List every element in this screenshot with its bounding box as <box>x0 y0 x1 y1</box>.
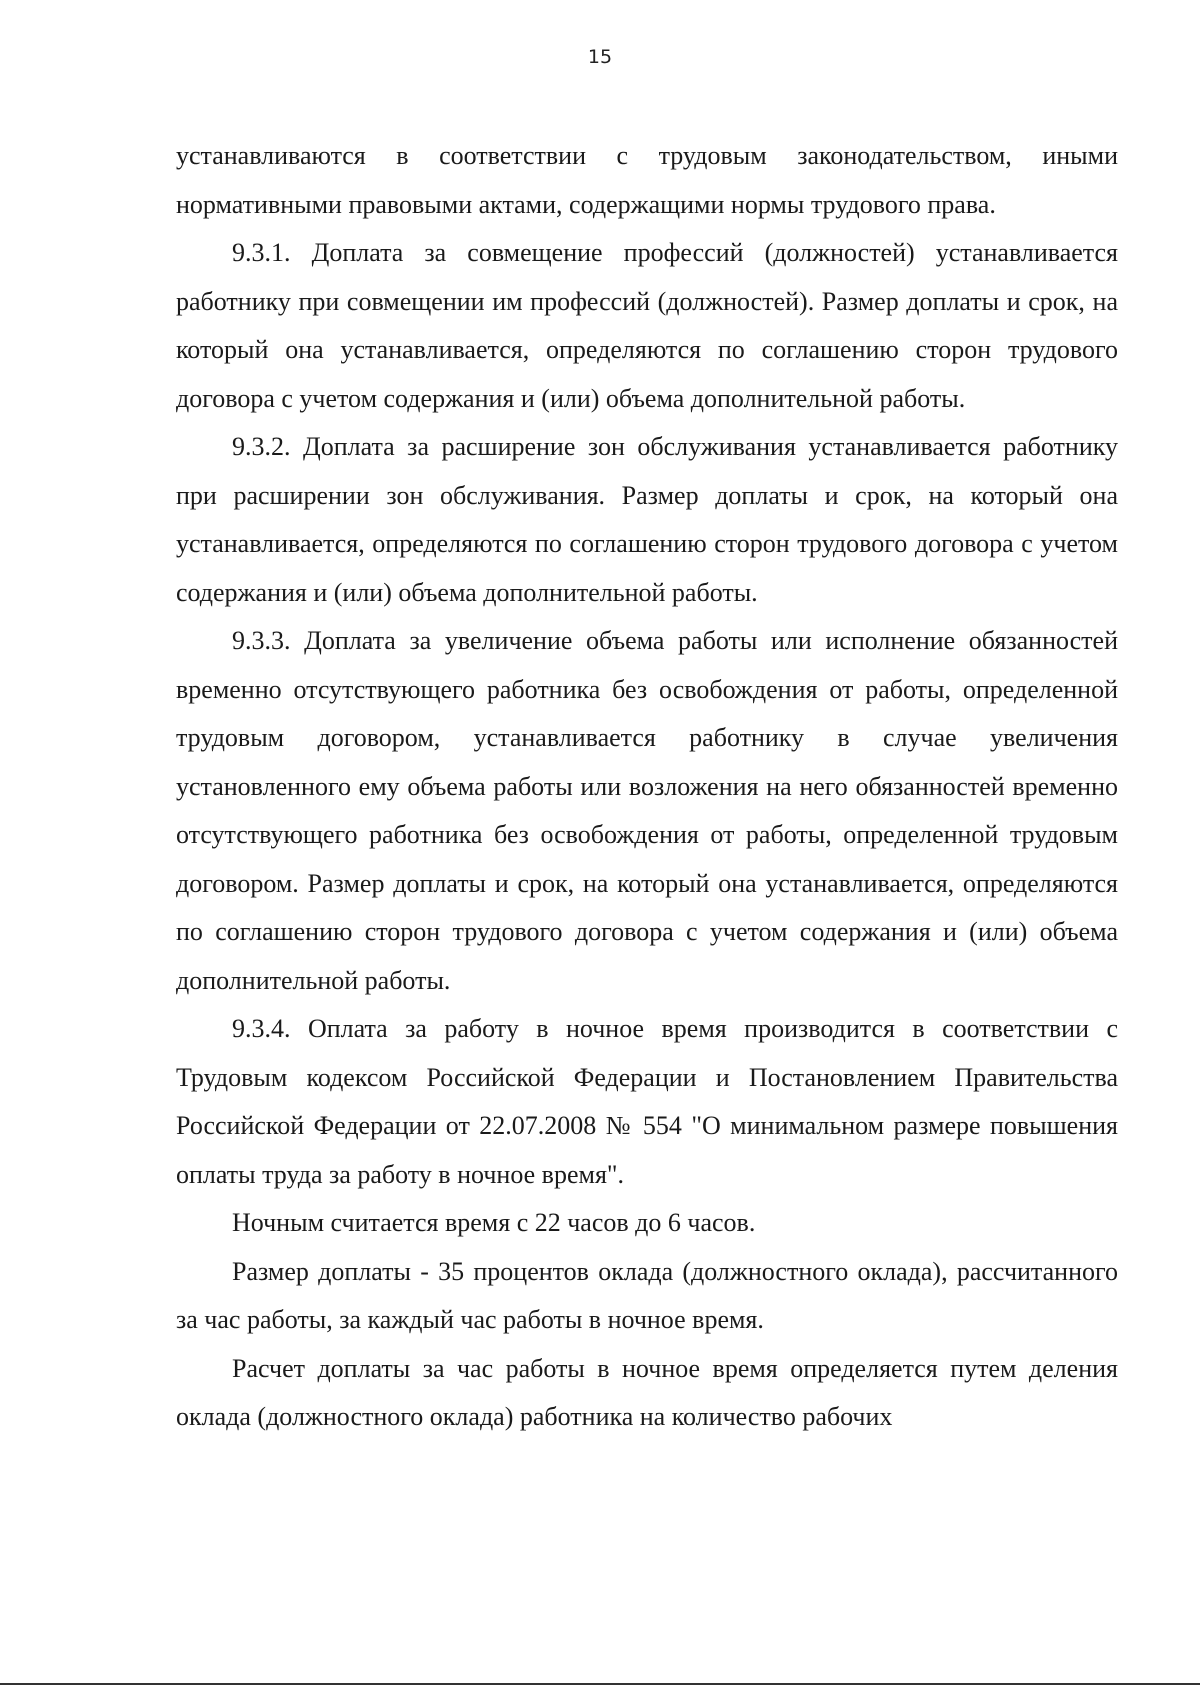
page-number: 15 <box>587 46 613 68</box>
paragraph: устанавливаются в соответствии с трудовым законодательством, иными нормативными правовыми актами, содержащими нормы трудового права. <box>176 141 1118 219</box>
paragraph: Расчет доплаты за час работы в ночное время определяется путем деления оклада (должностного оклада) работника на количество рабочих <box>176 1353 1118 1431</box>
page-bottom-rule <box>0 1683 1200 1685</box>
paragraph: Ночным считается время с 22 часов до 6 часов. <box>232 1208 756 1237</box>
document-body <box>176 132 1118 1442</box>
paragraph: 9.3.3. Доплата за увеличение объема работы или исполнение обязанностей временно отсутствующего работника без освобождения от работы, определенной трудовым договором, устанавливается работнику в случае увеличения установленного ему объема работы или возложения на него обязанностей временно отсутствующего работника без освобождения от работы, определенной трудовым договором. Размер доплаты и срок, на который она устанавливается, определяются по соглашению сторон трудового договора с учетом содержания и (или) объема дополнительной работы. <box>176 626 1118 995</box>
paragraph: 9.3.1. Доплата за совмещение профессий (должностей) устанавливается работнику при совмещении им профессий (должностей). Размер доплаты и срок, на который она устанавливается, определяются по соглашению сторон трудового договора с учетом содержания и (или) объема дополнительной работы. <box>176 238 1118 413</box>
paragraph: 9.3.4. Оплата за работу в ночное время производится в соответствии с Трудовым кодексом Российской Федерации и Постановлением Правительства Российской Федерации от 22.07.2008 № 554 "О минимальном размере повышения оплаты труда за работу в ночное время". <box>176 1014 1118 1189</box>
paragraph: 9.3.2. Доплата за расширение зон обслуживания устанавливается работнику при расширении зон обслуживания. Размер доплаты и срок, на который она устанавливается, определяются по соглашению сторон трудового договора с учетом содержания и (или) объема дополнительной работы. <box>176 432 1118 607</box>
paragraph: Размер доплаты - 35 процентов оклада (должностного оклада), рассчитанного за час работы, за каждый час работы в ночное время. <box>176 1256 1118 1334</box>
